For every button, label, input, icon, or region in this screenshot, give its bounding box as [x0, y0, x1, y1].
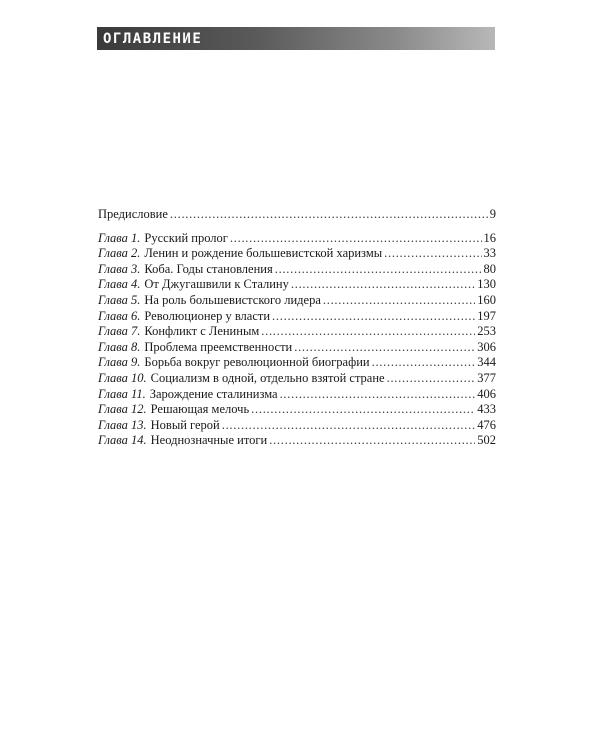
dot-leader: [387, 371, 476, 387]
toc-entry-chapter-4[interactable]: [98, 277, 496, 293]
toc-entry-chapter-11[interactable]: [98, 387, 496, 403]
chapter-label: Глава 13.: [98, 417, 147, 432]
toc-entry-chapter-3[interactable]: [98, 262, 496, 278]
chapter-title: Ленин и рождение большевистской харизмы: [144, 246, 383, 261]
toc-page-number: 306: [477, 339, 496, 354]
toc-page-number: 344: [477, 355, 496, 370]
chapter-label: Глава 14.: [98, 433, 147, 448]
toc-entry-chapter-6[interactable]: [98, 309, 496, 325]
toc-page-number: 33: [483, 246, 496, 261]
toc-entry-chapter-7[interactable]: [98, 324, 496, 340]
toc-entry-chapter-1[interactable]: [98, 231, 496, 247]
toc-page-number: 130: [477, 277, 496, 292]
toc-page-number: 197: [477, 308, 496, 323]
dot-leader: [222, 418, 476, 434]
toc-entry-title: Предисловие: [98, 207, 168, 221]
dot-leader: [261, 324, 475, 340]
dot-leader: [170, 207, 488, 223]
dot-leader: [251, 402, 475, 418]
toc-page-number: 476: [477, 417, 496, 432]
toc-page-number: 502: [477, 433, 496, 448]
chapter-title: Неоднозначные итоги: [150, 433, 268, 448]
toc-page-number: 406: [477, 386, 496, 401]
header-bar: [97, 27, 495, 50]
toc-page-number: 253: [477, 324, 496, 339]
chapter-label: Глава 9.: [98, 355, 141, 370]
chapter-title: Борьба вокруг революционной биографии: [144, 355, 370, 370]
dot-leader: [323, 293, 475, 309]
toc-page-number: 16: [483, 230, 496, 245]
chapter-label: Глава 12.: [98, 402, 147, 417]
chapter-label: Глава 8.: [98, 339, 141, 354]
chapter-title: Конфликт с Лениным: [144, 324, 260, 339]
dot-leader: [372, 355, 476, 371]
toc-page-number: 377: [477, 370, 496, 385]
chapter-title: От Джугашвили к Сталину: [144, 277, 289, 292]
toc-entry-chapter-13[interactable]: [98, 418, 496, 434]
toc-entry-chapter-2[interactable]: [98, 246, 496, 262]
dot-leader: [294, 340, 475, 356]
toc-entry-chapter-10[interactable]: [98, 371, 496, 387]
toc-entry-chapter-12[interactable]: [98, 402, 496, 418]
toc-page-number: 9: [489, 207, 496, 221]
toc-entry-chapter-9[interactable]: [98, 355, 496, 371]
chapter-label: Глава 1.: [98, 230, 141, 245]
chapter-title: На роль большевистского лидера: [144, 292, 321, 307]
toc-page-number: 80: [483, 261, 496, 276]
dot-leader: [291, 277, 475, 293]
chapter-title: Решающая мелочь: [150, 402, 250, 417]
toc-page-number: 160: [477, 292, 496, 307]
chapter-label: Глава 4.: [98, 277, 141, 292]
chapter-title: Революционер у власти: [144, 308, 271, 323]
chapter-title: Социализм в одной, отдельно взятой стране: [150, 370, 385, 385]
chapter-title: Зарождение сталинизма: [149, 386, 278, 401]
toc-entry-chapter-8[interactable]: [98, 340, 496, 356]
chapter-title: Новый герой: [150, 417, 220, 432]
chapter-label: Глава 2.: [98, 246, 141, 261]
dot-leader: [272, 309, 475, 325]
chapter-label: Глава 10.: [98, 370, 147, 385]
chapter-label: Глава 3.: [98, 261, 141, 276]
chapter-label: Глава 11.: [98, 386, 146, 401]
dot-leader: [275, 262, 482, 278]
chapter-label: Глава 5.: [98, 292, 141, 307]
dot-leader: [384, 246, 481, 262]
dot-leader: [280, 387, 476, 403]
chapter-title: Коба. Годы становления: [144, 261, 273, 276]
page-title: ОГЛАВЛЕНИЕ: [103, 30, 203, 47]
chapter-title: Проблема преемственности: [144, 339, 293, 354]
table-of-contents: [98, 207, 496, 449]
dot-leader: [269, 433, 475, 449]
toc-page-number: 433: [477, 402, 496, 417]
dot-leader: [230, 231, 482, 247]
toc-entry-chapter-14[interactable]: [98, 433, 496, 449]
toc-entry-chapter-5[interactable]: [98, 293, 496, 309]
chapter-label: Глава 6.: [98, 308, 141, 323]
toc-entry-preface[interactable]: [98, 207, 496, 223]
chapter-label: Глава 7.: [98, 324, 141, 339]
chapter-title: Русский пролог: [144, 230, 228, 245]
